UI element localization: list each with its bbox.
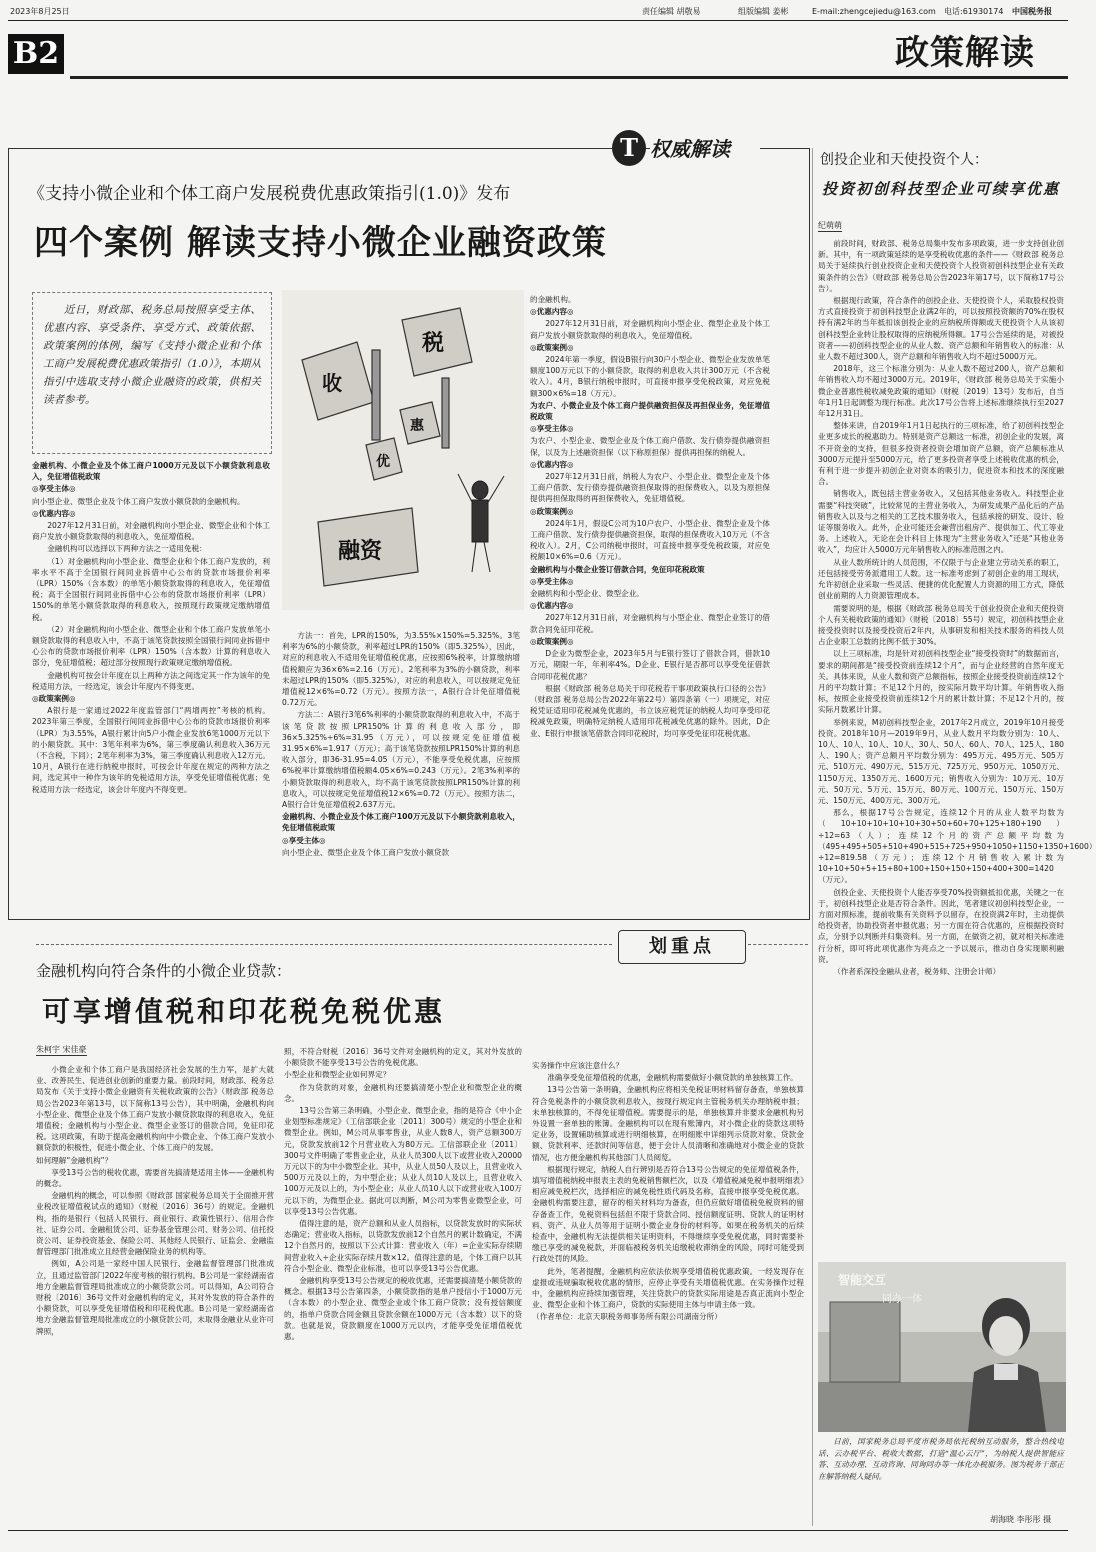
paragraph: 如何理解“金融机构”？	[36, 1155, 113, 1165]
second-column-1	[36, 1064, 274, 1514]
second-headline: 可享增值税和印花税免税优惠	[42, 995, 446, 1028]
mark-badge	[618, 930, 746, 964]
paragraph: 2018年，这三个标准分别为：从业人数不超过200人，资产总额和年销售收入均不超过3000万元。2019年，《财政部 税务总局关于实施小微企业普惠性税收减免政策的通知》（财税〔2019〕13号）发布后，自当年1月1日起调整为现行标准。此次17号公告将上述标准继续执行至2027年12月31日。	[818, 364, 1064, 419]
paragraph: 照，不符合财税〔2016〕36号文件对金融机构的定义，其对外发放的小额贷款不能享受13号公告的免税优惠。	[284, 1047, 522, 1068]
mark-badge-text: 划重点	[649, 936, 715, 957]
paragraph: ◎享受主体◎	[530, 424, 574, 434]
tax-office-photo	[818, 1262, 1066, 1432]
paragraph: 实务操作中应该注意什么？	[532, 1061, 624, 1070]
paragraph: 根据《财政部 税务总局关于印花税若干事项政策执行口径的公告》（财政部 税务总局公告2022年第22号）第四条第（一）项规定，对应税凭证适用印花税减免优惠的，书立该应税凭证的纳税人均可享受印花税减免政策，明确特定纳税人适用印花税减免优惠的除外。因此，D企业、E银行申报该笔借款合同印花税时，均可享受免征印花税优惠。	[530, 683, 770, 738]
paragraph: ◎优惠内容◎	[530, 459, 574, 469]
paragraph: 为农户、小微企业及个体工商户提供融资担保及再担保业务，免征增值税政策	[530, 400, 770, 422]
issue-date: 2023年8月25日	[10, 7, 70, 16]
sidebar-author: 纪萌萌	[818, 221, 842, 230]
paragraph: 方法二：A银行3笔6%利率的小额贷款取得的利息收入中，不高于该笔贷款按照LPR150%计算的利息收入部分，即36×5.325%÷6%=31.95（万元），可以按规定免征增值税31.95×6%=1.917（万元）；高于该笔贷款按照LPR150%计算的利息收入部分，即36-31.95=4.05（万元），不能享受免税优惠，应按照6%税率计算缴纳增值税额4.05×6%=0.243（万元）。2笔3%利率的小额贷款取得的利息收入，均不高于该笔贷款按照LPR150%计算的利息收入，可以按规定免征增值税12×6%=0.72（万元）。按照方法二，A银行合计免征增值税2.637万元。	[282, 710, 520, 810]
paragraph: （作者单位：北京天职税务师事务所有限公司湖南分所）	[532, 1312, 722, 1322]
illustration-label-5: 融资	[338, 538, 383, 564]
paragraph: 金融机构和小型企业、微型企业。	[530, 589, 644, 599]
divider-right	[748, 944, 808, 945]
paragraph: 值得注意的是，资产总额和从业人员指标，以贷款发放时的实际状态确定；营业收入指标，以贷款发放前12个自然月的累计数确定，不满12个自然月的，按照以下公式计算：营业收入（年）=企业实际存续期间营业收入÷企业实际存续月数×12。值得注意的是，个体工商户以其符合小型企业、微型企业标准，也可以享受13号公告优惠。	[284, 1219, 522, 1273]
paragraph: 13号公告第三条明确，小型企业、微型企业，指的是符合《中小企业划型标准规定》（工信部联企业〔2011〕300号）规定的小型企业和微型企业。例如，M公司从事零售业，从业人数8人，资产总额300万元，贷款发放前12个月营业收入为80万元。工信部联企业〔2011〕300号文件明确了零售业企业，从业人员300人以下或营业收入20000万元以下的为中小微型企业。其中，从业人员50人及以上，且营业收入500万元及以上的，为中型企业；从业人员10人及以上，且营业收入100万元及以上的，为小型企业；从业人员10人以下或营业收入100万元以下的，为微型企业。据此可以判断，M公司为零售业微型企业，可以享受13号公告优惠。	[284, 1106, 522, 1216]
paragraph: 金融机构、小微企业及个体工商户1000万元及以下小额贷款利息收入，免征增值税政策	[32, 461, 270, 482]
intro-text: 近日，财政部、税务总局按照享受主体、优惠内容、享受条件、享受方式、政策依据、政策案例的体例，编写《支持小微企业和个体工商户发展税费优惠政策指引（1.0）》，本期从指引中选取支持小微企业融资的政策，供相关读者参考。	[43, 304, 261, 406]
paragraph: 例如，A公司是一家经中国人民银行、金融监督管理部门批准成立，且通过监管部门2022年度考核的银行机构。B公司是一家经湖南省地方金融监督管理局批准成立的小额贷款公司。可以得知，A公司符合财税〔2016〕36号文件对金融机构的定义，其对外发放的符合条件的小额贷款，可以享受免征增值税和印花税优惠。B公司是一家经湖南省地方金融监督管理局批准成立的小额贷款公司，未取得金融业从业许可牌照，	[36, 1259, 274, 1336]
paragraph: （作者系深投金融从业者，税务师、注册会计师）	[833, 967, 1001, 976]
paragraph: ◎政策案例◎	[32, 694, 76, 704]
paragraph: 金融机构的概念，可以参照《财政部 国家税务总局关于全面推开营业税改征增值税试点的通知》（财税〔2016〕36号）的规定。金融机构，指的是银行（包括人民银行、商业银行、政策性银行）、信用合作社、证券公司、金融租赁公司、证券基金管理公司、财务公司、信托投资公司、证券投资基金、保险公司、其他经人民银行、证监会、金融监督管理部门批准成立且经营金融保险业务的机构等。	[36, 1191, 274, 1257]
paragraph: ◎享受主体◎	[530, 576, 574, 586]
paragraph: 享受13号公告的税收优惠，需要首先搞清楚适用主体——金融机构的概念。	[36, 1167, 274, 1189]
paragraph: 金融机构与小微企业签订借款合同，免征印花税政策	[530, 564, 705, 574]
paragraph: 根据现行政策，符合条件的创投企业、天使投资个人，采取股权投资方式直接投资于初创科技型企业满2年的，可以按照投资额的70%在股权持有满2年的当年抵扣该创投企业的应纳税所得额或天使投资个人从该初创科技型企业转让股权取得的应纳税所得额。17号公告延续的是，对被投资者——初创科技型企业的从业人数、资产总额和年销售收入的标准：从业人数不超过300人，资产总额和年销售收入均不超过5000万元。	[818, 296, 1064, 362]
main-column-1	[32, 460, 270, 910]
illustration-label-4: 惠	[410, 418, 424, 434]
paragraph: 需要说明的是，根据《财政部 税务总局关于创业投资企业和天使投资个人有关税收政策的通知》（财税〔2018〕55号）规定，初创科技型企业接受投资时以及接受投资后2年内，从事研发和相关技术服务的科技人员占企业职工总数的比例不低于30%。	[818, 603, 1064, 647]
main-kicker: 《支持小微企业和个体工商户发展税费优惠政策指引(1.0)》发布	[28, 184, 511, 204]
illustration-label-3: 优	[376, 454, 390, 470]
paragraph: 的金融机构。	[530, 295, 576, 304]
paragraph: 那么，根据17号公告规定，连续12个月的从业人数平均数为（10+10+10+10+10+30+50+60+70+125+180+190）÷12=63（人）；连续12个月的资产总额平均数为（495+495+505+510+490+515+725+950+1050+1150+1350+1600）÷12=819.58（万元）；连续12个月销售收入累计数为10+10+50+5+15+80+100+150+150+150+400+300=1420（万元）。	[818, 808, 1096, 885]
paragraph: 以上三项标准，均是针对初创科技型企业“接受投资时”的数据而言，要求的期间都是“接受投资前连续12个月”，而与企业经营的自然年度无关。具体来说，从业人数和资产总额指标，按照企业接受投资前连续12个月的平均数计算；不足12个月的，按实际月数平均计算。年销售收入指标，按照企业接受投资前连续12个月的累计数计算；不足12个月的，按实际月数累计计算。	[818, 649, 1064, 715]
paragraph: 2024年1月，假设C公司为10户农户、小型企业、微型企业及个体工商户借款、发行债券提供融资担保，取得的担保费收入10万元（不含税收入）。2月，C公司纳税申报时，可直接申报享受免税政策，对应免税额10×6%=0.6（万元）。	[530, 518, 770, 562]
paragraph: 作为贷款的对象，金融机构还要搞清楚小型企业和微型企业的概念。	[284, 1082, 522, 1103]
paragraph: 金融机构可按会计年度在以上两种方法之间选定其一作为该年的免税适用方法，一经选定，该会计年度内不得变更。	[32, 670, 270, 691]
column-badge-logo: T	[612, 130, 646, 166]
second-column-3	[532, 1060, 804, 1514]
divider-left	[36, 944, 612, 945]
sidebar-headline: 投资初创科技型企业可续享优惠	[822, 180, 1061, 198]
paragraph: ◎政策案例◎	[530, 506, 574, 516]
paragraph: 向小型企业、微型企业及个体工商户发放小额贷款	[282, 847, 450, 857]
column-badge: 权威解读	[650, 136, 760, 162]
paragraph: ◎优惠内容◎	[32, 508, 76, 518]
paragraph: ◎政策案例◎	[530, 636, 574, 646]
paragraph: ◎优惠内容◎	[530, 601, 574, 611]
paragraph: 创投企业、天使投资个人能否享受70%投资额抵扣优惠，关键之一在于，初创科技型企业是否符合条件。因此，笔者建议初创科技型企业，一方面对照标准，提前收集有关资料予以留存，在投资满2年时，主动提供给投资者，协助投资者申报优惠；另一方面在符合优惠的，应根据投资时点，分别予以判断并归集资料。另一方面，在做资之初，就对相关标准进行分析，即可将此项优惠作为亮点之一予以展示，推动自身实现顺利融资。	[818, 887, 1064, 964]
main-column-3	[530, 294, 770, 910]
paragraph: （2）对金融机构向小型企业、微型企业和个体工商户发放单笔小额贷款取得的利息收入中，不高于该笔贷款按照全国银行间同业拆借中心公布的贷款市场报价利率（LPR）150%（含本数）计算的利息收入部分，免征增值税；超过部分按照现行政策规定缴纳增值税。	[32, 624, 270, 668]
main-column-2	[282, 630, 520, 910]
paragraph: 2027年12月31日前，对金融机构向小型企业、微型企业及个体工商户发放小额贷款取得的利息收入，免征增值税。	[530, 319, 770, 340]
photo-credit: 胡海晓 李彤彤 摄	[990, 1515, 1052, 1524]
paragraph: 金融机构、小微企业及个体工商户100万元及以下小额贷款利息收入，免征增值税政策	[282, 812, 520, 833]
paragraph: 为农户、小型企业、微型企业及个体工商户借款、发行债券提供融资担保，以及为上述融资担保（以下称原担保）提供再担保的纳税人。	[530, 436, 770, 457]
paragraph: 方法一：首先，LPR的150%，为3.55%×150%=5.325%。3笔利率为6%的小额贷款，利率超过LPR的150%（即5.325%），因此，对应的利息收入不适用免征增值税优惠，应按照6%税率，计算缴纳增值税额应为36×6%=2.16（万元）。2笔利率为3%的小额贷款，利率未超过LPR的150%（即5.325%），对应的利息收入，可以按规定免征增值税12×6%=0.72（万元）。按照方法一，A银行合计免征增值税0.72万元。	[282, 631, 520, 708]
paragraph: A银行是一家通过2022年度监管部门“两增两控”考核的机构。2023年第三季度，全国银行间同业拆借中心公布的贷款市场报价利率（LPR）为3.55%，A银行累计向5户小微企业发放6笔1000万元以下的小额贷款。其中：3笔年利率为6%，第三季度确认利息收入36万元（不含税，下同）；2笔年利率为3%，第三季度确认利息收入12万元。10月，A银行在进行纳税申报时，可按会计年度在规定的两种方法之间，选定其中一种作为该年的免税适用方法，享受免征增值税优惠；免税适用方法一经选定，该会计年度内不得变更。	[32, 706, 270, 794]
paragraph: 2027年12月31日前，对金融机构向小型企业、微型企业和个体工商户发放小额贷款取得的利息收入，免征增值税。	[32, 521, 270, 542]
photo-sign-2: 同办一体	[882, 1294, 922, 1305]
paragraph: 2027年12月31日前，纳税人为农户、小型企业、微型企业及个体工商户借款、发行债券提供融资担保取得的担保费收入，以及为原担保提供再担保取得的再担保费收入，免征增值税。	[530, 472, 770, 504]
paragraph: 2024年第一季度，假设B银行向30户小型企业、微型企业发放单笔额度100万元以下的小额贷款，取得的利息收入共计300万元（不含税收入）。4月，B银行纳税申报时，可直接申报享受免税政策，对应免税额300×6%=18（万元）。	[530, 355, 770, 398]
layout-credit: 组版编辑 姜彬	[738, 7, 789, 16]
main-headline: 四个案例 解读支持小微企业融资政策	[34, 223, 607, 263]
photo-sign-1: 智能交互	[838, 1273, 887, 1287]
intro-box	[32, 292, 272, 454]
paragraph: 根据现行规定，纳税人自行辨别是否符合13号公告规定的免征增值税条件，填写增值税纳税申报表主表的免税销售额栏次，以及《增值税减免税申报明细表》相应减免税栏次，选择相应的减免税性质代码及名称，直接申报享受免税优惠。金融机构需要注意，留存的相关材料均为备查，但仍应做好增值税免税资料的留存备查工作，免税资料包括但不限于贷款合同、授信额度证明、贷款人的证明材料、资产、从业人员等用于证明小微企业身份的材料等。如果在税务机关的后续检查中，金融机构无法提供相关证明资料，不得继续享受免税优惠，同时需要补缴已享受的减免税款，并面临被税务机关追缴税收滞纳金的风险，同时可能受到行政处罚的风险。	[532, 1164, 804, 1264]
illustration-label-1: 收	[322, 371, 342, 395]
paragraph: ◎享受主体◎	[32, 484, 76, 494]
paragraph: 小微企业和个体工商户是我国经济社会发展的生力军，是扩大就业、改善民生、促进创业创新的重要力量。前段时间，财政部、税务总局发布《关于支持小微企业融资有关税收政策的公告》（财政部 税务总局公告2023年第13号，以下简称13号公告），其中明确，金融机构向小型企业、微型企业及个体工商户发放小额贷款取得的利息收入，免征增值税；金融机构与小型企业、微型企业签订的借款合同，免征印花税。这项政策，有助于提高金融机构向中小微企业、个体工商户发放小额贷款的积极性，促进小微企业、个体工商户的发展。	[36, 1065, 274, 1153]
paragraph: 准确享受免征增值税的优惠，金融机构需要做好小额贷款的单独核算工作。	[547, 1073, 798, 1083]
paragraph: 小型企业和微型企业如何界定？	[284, 1070, 391, 1080]
tax-illustration	[282, 290, 524, 610]
paragraph: 从业人数所统计的人员范围，不仅限于与企业建立劳动关系的职工，还包括接受劳务派遣用工人数。这一标准考虑到了初创企业的用工现状，允许初创企业采取一些灵活、便捷的优化配置人力资源的用工方式，降低创业前期的人力资源管理成本。	[818, 557, 1064, 601]
paragraph: 向小型企业、微型企业及个体工商户发放小额贷款的金融机构。	[32, 496, 245, 506]
paragraph: 13号公告第一条明确，金融机构应将相关免税证明材料留存备查，单独核算符合免税条件的小额贷款利息收入，按现行规定向主管税务机关办理纳税申报；未单独核算的，不得免征增值税。需要提示的是，单独核算并非要求金融机构另外设置一套单独的账簿。金融机构可以在现有账簿内，对小微企业的贷款这项特定业务，设置辅助核算或进行明细核算，在明细账中详细列示贷款对象、贷款金额、贷款利率、还款时间等信息，便于会计人员清晰和准确地对小微企业的贷款情况，也方便金融机构其他部门人员阅览。	[532, 1085, 804, 1162]
paragraph: 前段时间，财政部、税务总局集中发布多项政策，进一步支持创业创新。其中，有一项政策延续的是享受税收优惠的条件——《财政部 税务总局关于延续执行创业投资企业和天使投资个人投资初创科技型企业有关政策条件的公告》（财政部 税务总局公告2023年第17号，以下简称17号公告）。	[818, 239, 1064, 293]
second-kicker: 金融机构向符合条件的小微企业贷款：	[36, 962, 292, 980]
paragraph: 2027年12月31日前，对金融机构与小型企业、微型企业签订的借款合同免征印花税。	[530, 613, 770, 634]
paragraph: 此外，笔者提醒，金融机构应依法依规享受增值税优惠政策。一经发现存在虚报或违规骗取税收优惠的情形，应停止享受有关增值税优惠。在实务操作过程中，金融机构应持续加强管理，关注贷款户的贷款实际用途是否真正流向小型企业、微型企业和个体工商户，贷款的实际使用主体与申请主体一致。	[532, 1266, 804, 1310]
paragraph: 举例来说，M初创科技型企业，2017年2月成立，2019年10月接受投资。2018年10月—2019年9月，从业人数月平均数分别为：10人、10人、10人、10人、10人、30人、50人、60人、70人、125人、180人、190人；资产总额月平均数分别为：495万元、495万元、505万元、510万元、490万元、515万元、725万元、950万元、1050万元、1150万元、1350万元、1600万元；销售收入分别为：10万元、10万元、50万元、5万元、15万元、80万元、100万元、150万元、150万元、150万元、400万元、300万元。	[818, 717, 1064, 805]
paper-name: 中国税务报	[1012, 7, 1052, 16]
illustration-label-2: 税	[422, 330, 445, 356]
paragraph: ◎优惠内容◎	[530, 307, 574, 317]
paragraph: 金融机构可以选择以下两种方法之一适用免税：	[47, 544, 207, 554]
paragraph: 整体来讲，自2019年1月1日起执行的三项标准，给了初创科技型企业更多成长的税惠助力。特别是资产总额这一标准，初创企业的发展，离不开资金的支持，但很多投资者投资会增加资产总额，资产总额标准从3000万元提升至5000万元，给了更多投资者享受上述税收优惠的机会，有利于进一步提升初创企业对资本的吸引力，促进资本和技术的深度融合。	[818, 421, 1064, 487]
paragraph: 金融机构享受13号公告规定的税收优惠，还需要搞清楚小额贷款的概念。根据13号公告第四条，小额贷款指的是单户授信小于1000万元（含本数）的小型企业、微型企业或个体工商户贷款；没有授信额度的，指单户贷款合同金额且贷款余额在1000万元（含本数）以下的贷款。也就是说，贷款额度在1000万元以内，才能享受免征增值税优惠。	[284, 1276, 522, 1342]
second-authors: 朱柯宇 宋佳豪	[36, 1045, 87, 1054]
second-column-2	[284, 1046, 522, 1514]
paragraph: D企业为微型企业，2023年5月与E银行签订了借款合同，借款10万元，期限一年，年利率4%。D企业、E银行是否都可以享受免征借款合同印花税优惠？	[530, 649, 770, 681]
paragraph: （1）对金融机构向小型企业、微型企业和个体工商户发放的，利率水平不高于全国银行间同业拆借中心公布的贷款市场报价利率（LPR）150%（含本数）的单笔小额贷款取得的利息收入，免征增值税；高于全国银行间同业拆借中心公布的贷款市场报价利率（LPR）150%的单笔小额贷款取得的利息收入，按照现行政策规定缴纳增值税。	[32, 556, 270, 622]
photo-caption: 日前，国家税务总局平度市税务局依托税纳互动服务，整合热线电话、云办税平台、税收大数据，打造“温心云厅”，为纳税人提供智能应答、互动办理、互动咨询、同询同办等一体化办税服务。图为税务干部正在解答纳税人疑问。	[818, 1437, 1064, 1481]
section-title: 政策解读	[895, 33, 1035, 73]
sidebar-kicker: 创投企业和天使投资个人：	[820, 152, 988, 168]
page-number: B2	[8, 34, 64, 74]
contact-email[interactable]: E-mail:zhengcejiedu@163.com	[812, 7, 936, 16]
paragraph: 销售收入，既包括主营业务收入，又包括其他业务收入。科技型企业需要“科技突破”，比较常见的主营业务收入，为研发成果产品化后的产品销售收入以及与之相关的工艺技术服务收入，包括承接的研发、设计、验证等服务收入。此外，企业可能还会兼营出租房产、提供加工、代工等业务。上述收入，无论在会计科目上体现为“主营业务收入”还是“其他业务收入”，均应计入5000万元年销售收入的标准范围之内。	[818, 489, 1064, 555]
paragraph: ◎享受主体◎	[282, 835, 326, 845]
sidebar-body	[818, 238, 1096, 1250]
paragraph: ◎政策案例◎	[530, 342, 574, 352]
contact-phone: 电话:61930174	[944, 7, 1004, 16]
editor-credit: 责任编辑 胡敬易	[642, 7, 701, 16]
